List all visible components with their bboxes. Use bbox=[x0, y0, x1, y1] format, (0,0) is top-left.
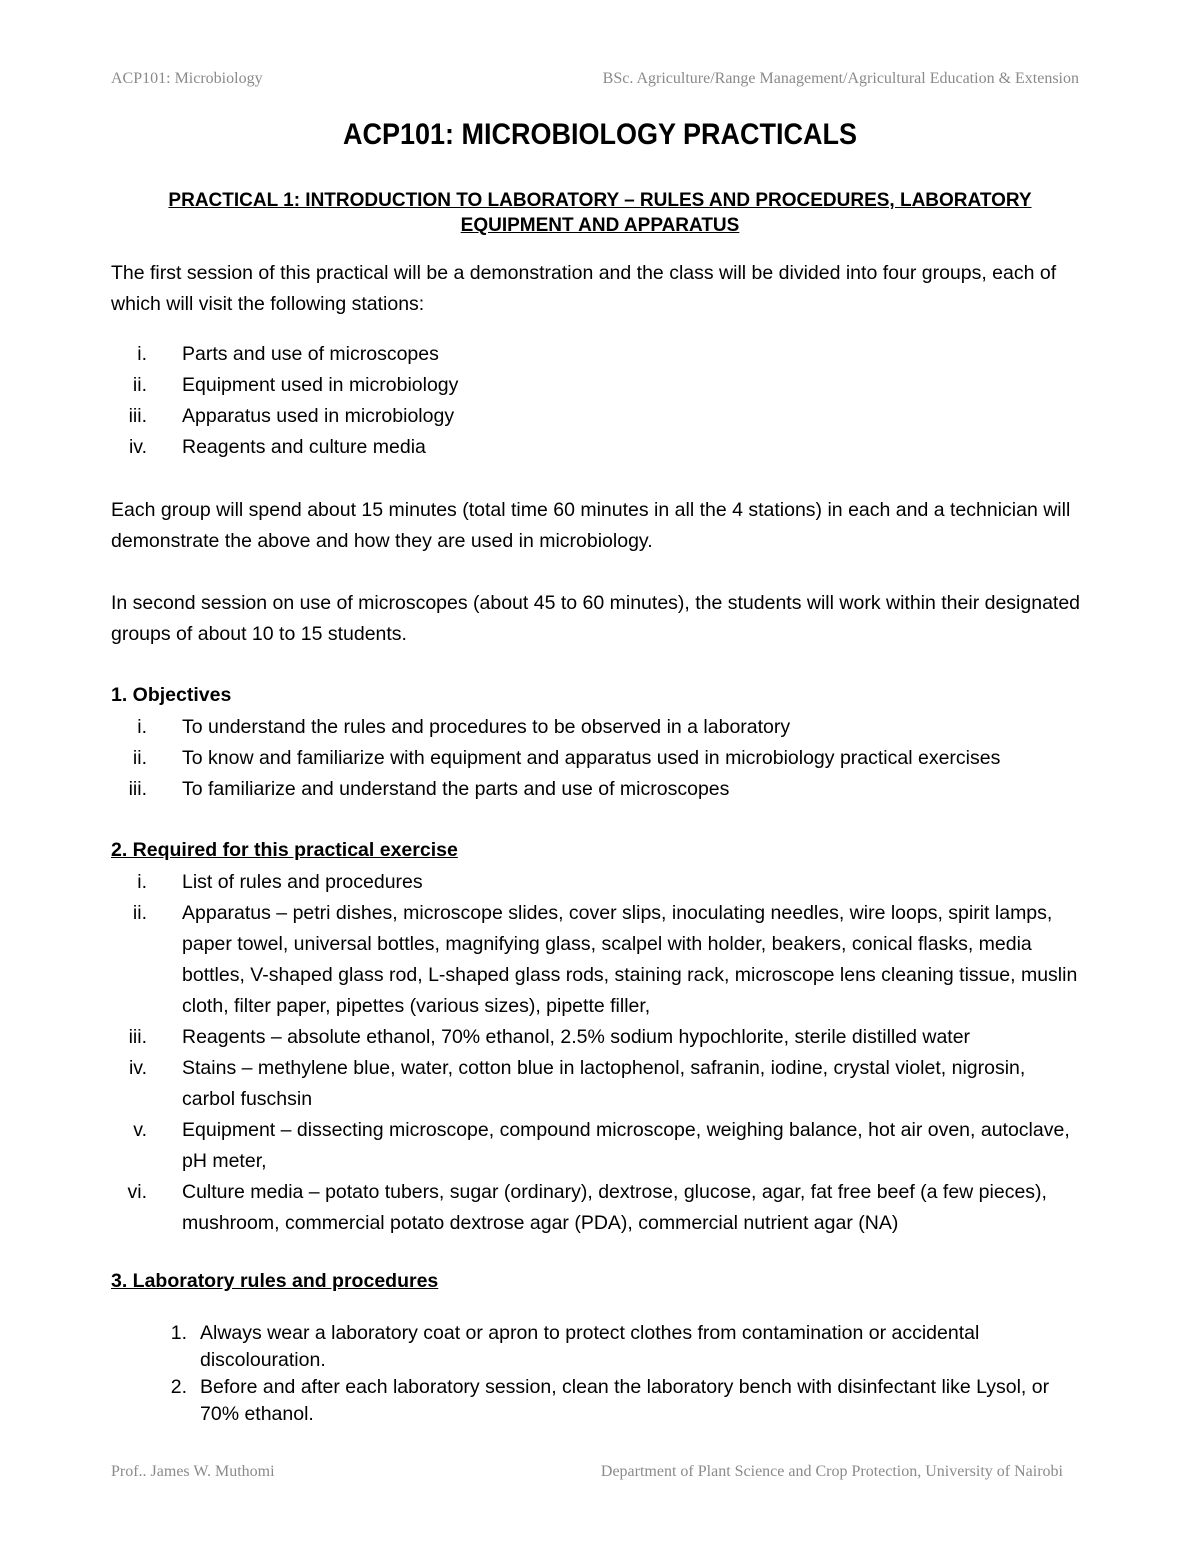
rules-list bbox=[111, 1320, 1086, 1428]
list-item bbox=[111, 401, 1081, 432]
list-item bbox=[111, 1374, 1086, 1428]
list-item bbox=[111, 1053, 1081, 1115]
list-text: Equipment used in microbiology bbox=[182, 374, 459, 396]
list-number: i. bbox=[137, 871, 147, 893]
list-number: ii. bbox=[132, 747, 147, 769]
objectives-list bbox=[111, 712, 1081, 805]
list-number: i. bbox=[137, 343, 147, 365]
subtitle-line-1: PRACTICAL 1: INTRODUCTION TO LABORATORY – RULES AND PROCEDURES, LABORATORY bbox=[168, 190, 1032, 211]
list-item bbox=[111, 370, 1081, 401]
list-number: ii. bbox=[132, 374, 147, 396]
list-text: Culture media – potato tubers, sugar (ordinary), dextrose, glucose, agar, fat free beef (a few pieces), mushroom, commercial potato dextrose agar (PDA), commercial nutrient agar (NA) bbox=[182, 1181, 1047, 1234]
list-item bbox=[111, 339, 1081, 370]
list-text: List of rules and procedures bbox=[182, 871, 423, 893]
list-number: v. bbox=[133, 1119, 147, 1141]
list-item bbox=[111, 712, 1081, 743]
list-number: 2. bbox=[170, 1376, 187, 1398]
list-text: Apparatus – petri dishes, microscope slides, cover slips, inoculating needles, wire loops, spirit lamps, paper towel, universal bottles, magnifying glass, scalpel with holder, beakers, conical flasks, media bottles, V-shaped glass rod, L-shaped glass rods, staining rack, microscope lens cleaning tissue, muslin cloth, filter paper, pipettes (various sizes), pipette filler, bbox=[182, 902, 1078, 1017]
list-text: Before and after each laboratory session, clean the laboratory bench with disinfectant like Lysol, or 70% ethanol. bbox=[200, 1376, 1050, 1425]
list-item bbox=[111, 867, 1081, 898]
rules-heading: 3. Laboratory rules and procedures bbox=[111, 1270, 439, 1292]
list-text: Stains – methylene blue, water, cotton blue in lactophenol, safranin, iodine, crystal violet, nigrosin, carbol fuschsin bbox=[182, 1057, 1026, 1110]
list-number: iii. bbox=[128, 405, 147, 427]
list-item bbox=[111, 898, 1081, 1022]
schedule-paragraph: Each group will spend about 15 minutes (total time 60 minutes in all the 4 stations) in each and a technician will demonstrate the above and how they are used in microbiology. bbox=[111, 499, 1071, 552]
list-number: iv. bbox=[128, 1057, 147, 1079]
footer-right: Department of Plant Science and Crop Protection, University of Nairobi bbox=[600, 1463, 1063, 1480]
list-text: Apparatus used in microbiology bbox=[182, 405, 455, 427]
list-text: To familiarize and understand the parts and use of microscopes bbox=[182, 778, 730, 800]
required-list bbox=[111, 867, 1081, 1239]
stations-list bbox=[111, 339, 1081, 463]
required-heading: 2. Required for this practical exercise bbox=[111, 839, 458, 861]
list-number: vi. bbox=[127, 1181, 147, 1203]
list-text: To understand the rules and procedures to be observed in a laboratory bbox=[182, 716, 791, 738]
list-text: Reagents and culture media bbox=[182, 436, 426, 458]
list-item bbox=[111, 1177, 1081, 1239]
list-number: 1. bbox=[170, 1322, 187, 1344]
list-item bbox=[111, 432, 1081, 463]
list-text: Parts and use of microscopes bbox=[182, 343, 439, 365]
list-item bbox=[111, 1115, 1081, 1177]
list-number: i. bbox=[137, 716, 147, 738]
list-text: To know and familiarize with equipment and apparatus used in microbiology practical exercises bbox=[182, 747, 1001, 769]
list-item bbox=[111, 1022, 1081, 1053]
list-text: Equipment – dissecting microscope, compound microscope, weighing balance, hot air oven, autoclave, pH meter, bbox=[182, 1119, 1070, 1172]
list-number: ii. bbox=[132, 902, 147, 924]
list-number: iv. bbox=[128, 436, 147, 458]
header-right: BSc. Agriculture/Range Management/Agricultural Education & Extension bbox=[602, 70, 1079, 87]
list-text: Always wear a laboratory coat or apron to protect clothes from contamination or accidental discolouration. bbox=[200, 1322, 980, 1371]
list-item bbox=[111, 743, 1081, 774]
list-item bbox=[111, 774, 1081, 805]
objectives-heading: 1. Objectives bbox=[111, 684, 232, 706]
list-number: iii. bbox=[128, 778, 147, 800]
list-text: Reagents – absolute ethanol, 70% ethanol, 2.5% sodium hypochlorite, sterile distilled water bbox=[182, 1026, 971, 1048]
header-left: ACP101: Microbiology bbox=[111, 70, 263, 87]
page-title: ACP101: MICROBIOLOGY PRACTICALS bbox=[342, 118, 858, 151]
practical-subtitle bbox=[150, 188, 1050, 238]
subtitle-line-2: EQUIPMENT AND APPARATUS bbox=[460, 215, 740, 236]
intro-paragraph: The first session of this practical will be a demonstration and the class will be divided into four groups, each of which will visit the following stations: bbox=[111, 262, 1057, 315]
list-number: iii. bbox=[128, 1026, 147, 1048]
session-paragraph: In second session on use of microscopes (about 45 to 60 minutes), the students will work within their designated groups of about 10 to 15 students. bbox=[111, 592, 1081, 645]
footer-left: Prof.. James W. Muthomi bbox=[111, 1463, 275, 1480]
list-item bbox=[111, 1320, 1086, 1374]
